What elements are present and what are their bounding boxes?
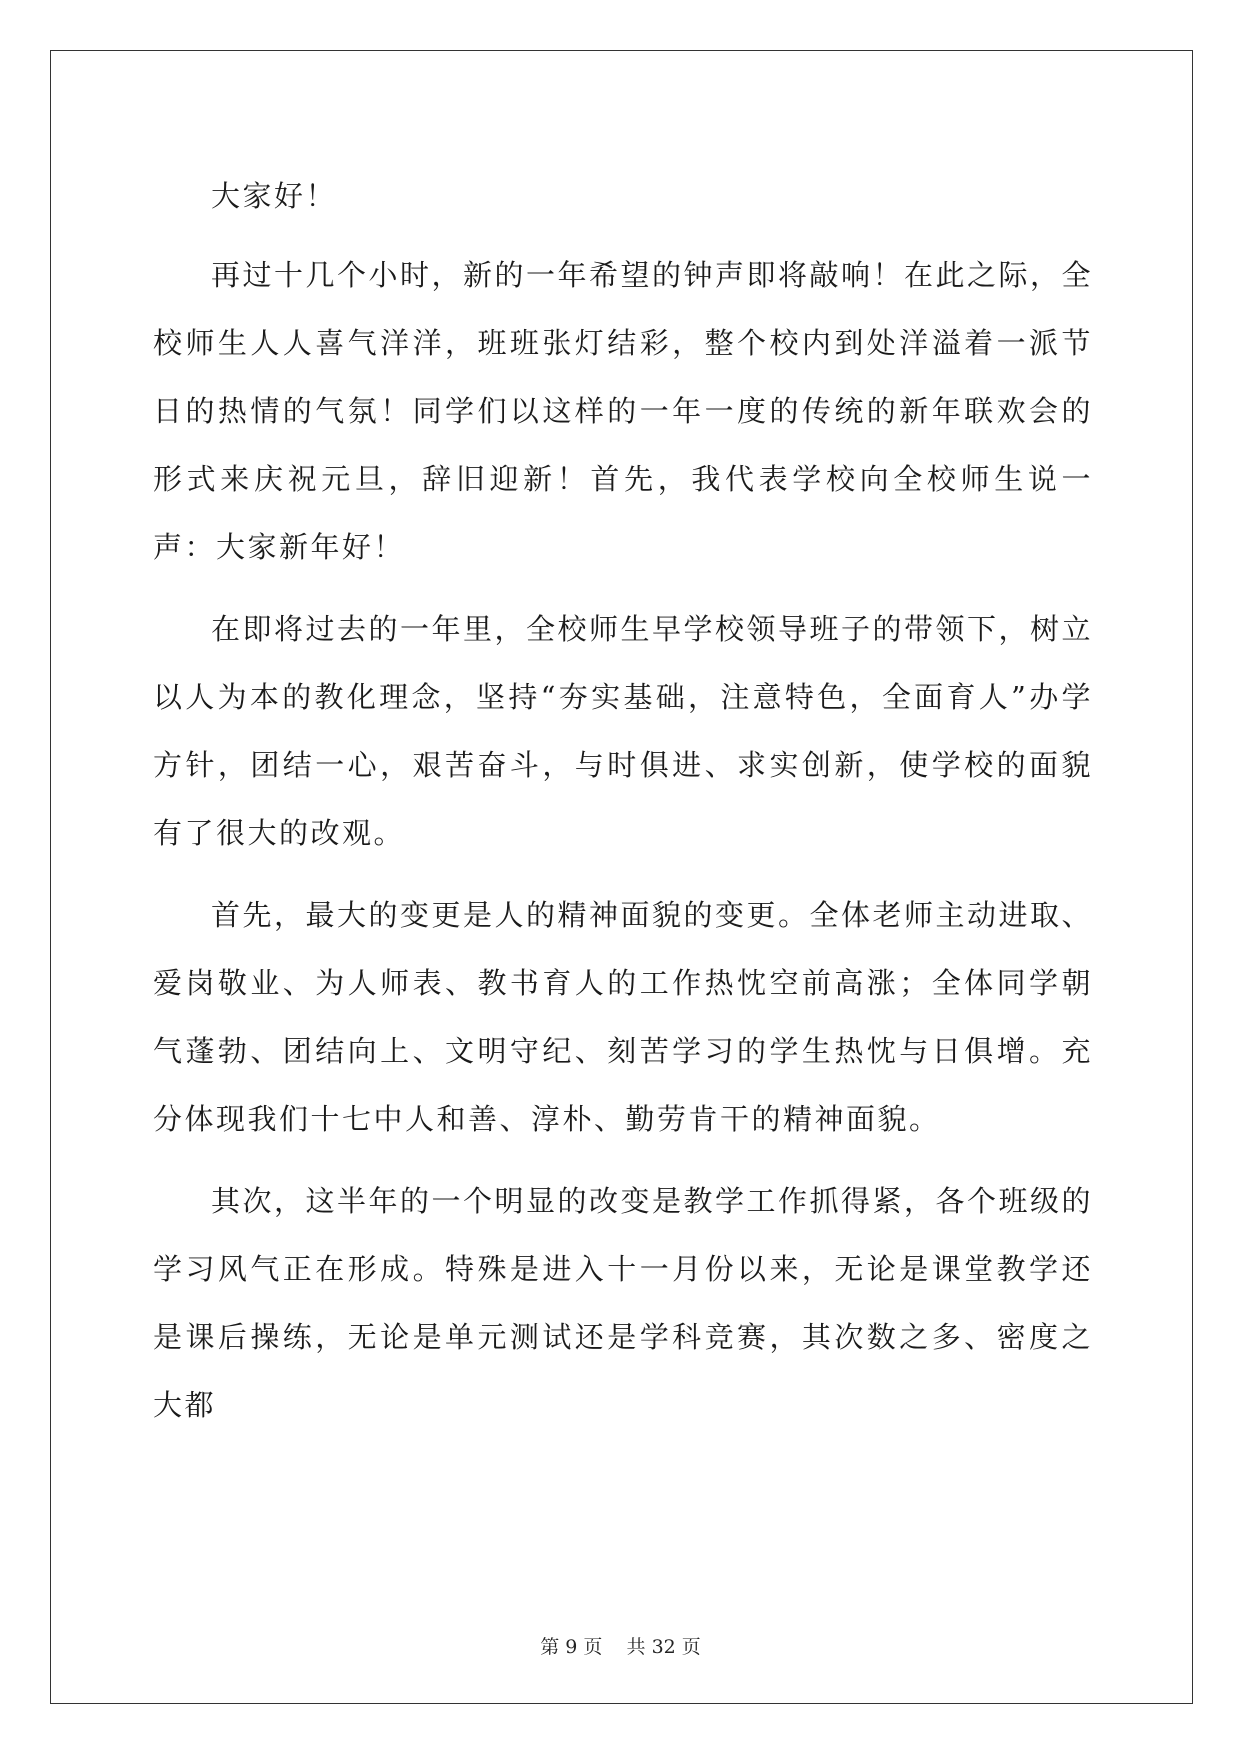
- page-number-label: 第 9 页 共 32 页: [540, 1636, 701, 1658]
- paragraph-past-year: 在即将过去的一年里，全校师生早学校领导班子的带领下，树立以人为本的教化理念，坚持“夯实基础，注意特色，全面育人”办学方针，团结一心，艰苦奋斗，与时俱进、求实创新，使学校的面貌有了很大的改观。: [153, 612, 1094, 850]
- paragraph-new-year: 再过十几个小时，新的一年希望的钟声即将敲响！在此之际，全校师生人人喜气洋洋，班班张灯结彩，整个校内到处洋溢着一派节日的热情的气氛！同学们以这样的一年一度的传统的新年联欢会的形式来庆祝元旦，辞旧迎新！首先，我代表学校向全校师生说一声：大家新年好！: [153, 258, 1094, 564]
- paragraph-spirit: 首先，最大的变更是人的精神面貌的变更。全体老师主动进取、爱岗敬业、为人师表、教书育人的工作热忱空前高涨；全体同学朝气蓬勃、团结向上、文明守纪、刻苦学习的学生热忱与日俱增。充分体现我们十七中人和善、淳朴、勤劳肯干的精神面貌。: [153, 898, 1094, 1136]
- document-body: [153, 162, 1093, 1453]
- page-footer: [0, 1632, 1241, 1659]
- greeting-paragraph: 大家好！: [211, 179, 338, 213]
- paragraph-teaching: 其次，这半年的一个明显的改变是教学工作抓得紧，各个班级的学习风气正在形成。特殊是进入十一月份以来，无论是课堂教学还是课后操练，无论是单元测试还是学科竞赛，其次数之多、密度之大都: [153, 1184, 1094, 1422]
